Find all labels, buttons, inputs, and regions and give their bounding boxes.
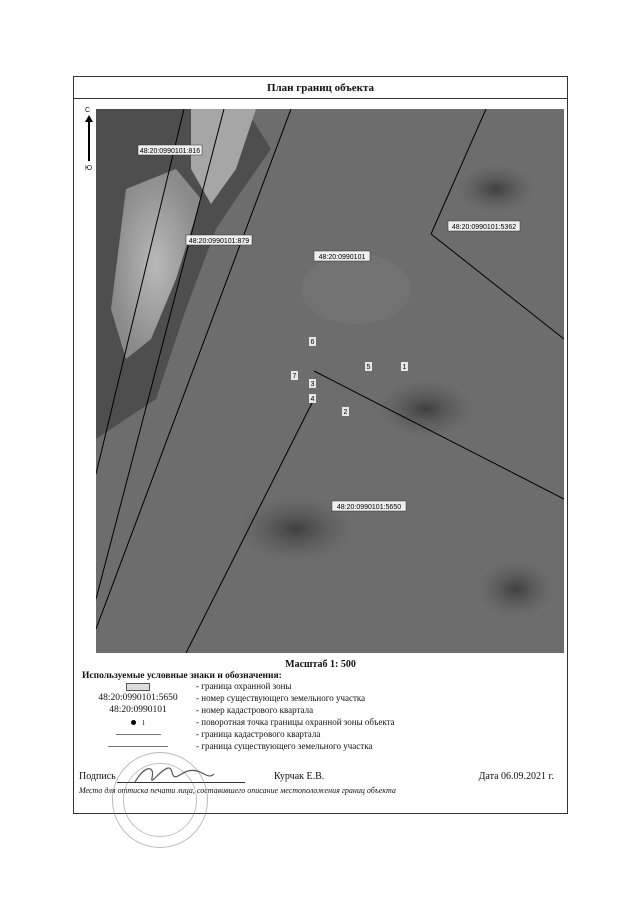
svg-text:6: 6 xyxy=(310,339,315,346)
signature-label: Подпись xyxy=(79,771,116,782)
svg-text:3: 3 xyxy=(310,381,315,388)
svg-text:48:20:0990101: 48:20:0990101 xyxy=(318,254,366,261)
turning-point-dot-icon xyxy=(131,720,136,725)
aerial-map xyxy=(96,109,564,653)
parcel-boundary-line-icon xyxy=(108,746,168,747)
svg-text:1: 1 xyxy=(402,364,407,371)
legend-title: Используемые условные знаки и обозначения: xyxy=(82,671,282,681)
legend-row-turning-point: 1 - поворотная точка границы охранной зоны объекта xyxy=(82,717,562,729)
svg-text:48:20:0990101:879: 48:20:0990101:879 xyxy=(188,238,250,245)
seal-note: Место для оттиска печати лица, составившего описание местоположения границ объекта xyxy=(79,786,396,795)
quarter-boundary-line-icon xyxy=(116,734,161,735)
cadastral-label-quarter xyxy=(314,251,370,261)
legend xyxy=(82,671,562,753)
signature-date: Дата 06.09.2021 г. xyxy=(478,771,554,782)
legend-row-quarter-boundary: - граница кадастрового квартала xyxy=(82,729,562,741)
north-arrow-icon xyxy=(88,117,90,161)
legend-row-parcel-boundary: - граница существующего земельного участка xyxy=(82,741,562,753)
svg-text:48:20:0990101:816: 48:20:0990101:816 xyxy=(139,148,201,155)
cadastral-label-5362 xyxy=(448,221,520,231)
svg-text:48:20:0990101:5362: 48:20:0990101:5362 xyxy=(451,224,517,231)
svg-text:4: 4 xyxy=(310,396,315,403)
plan-frame xyxy=(73,76,568,814)
signer-name: Курчак Е.В. xyxy=(274,771,325,782)
cadastral-label-879 xyxy=(186,235,252,245)
svg-text:5: 5 xyxy=(366,364,371,371)
svg-text:7: 7 xyxy=(292,373,297,380)
legend-row-quarter-number: 48:20:0990101 - номер кадастрового квартала xyxy=(109,705,314,715)
handwritten-signature-icon xyxy=(130,760,215,790)
cadastral-label-816 xyxy=(138,145,202,155)
plan-title: План границ объекта xyxy=(74,77,567,99)
legend-row-protection-zone: - граница охранной зоны xyxy=(82,681,562,693)
compass-south-label: Ю xyxy=(85,165,93,172)
map-canvas xyxy=(96,109,564,653)
cadastral-label-5650 xyxy=(332,501,406,511)
compass-north-label: С xyxy=(85,107,91,114)
map-scale: Масштаб 1: 500 xyxy=(285,659,356,670)
legend-row-parcel-number: 48:20:0990101:5650 - номер существующего земельного участка xyxy=(98,693,366,703)
svg-text:48:20:0990101:5650: 48:20:0990101:5650 xyxy=(336,504,402,511)
svg-text:2: 2 xyxy=(343,409,348,416)
protection-zone-symbol-icon xyxy=(126,683,150,691)
compass xyxy=(82,107,96,177)
